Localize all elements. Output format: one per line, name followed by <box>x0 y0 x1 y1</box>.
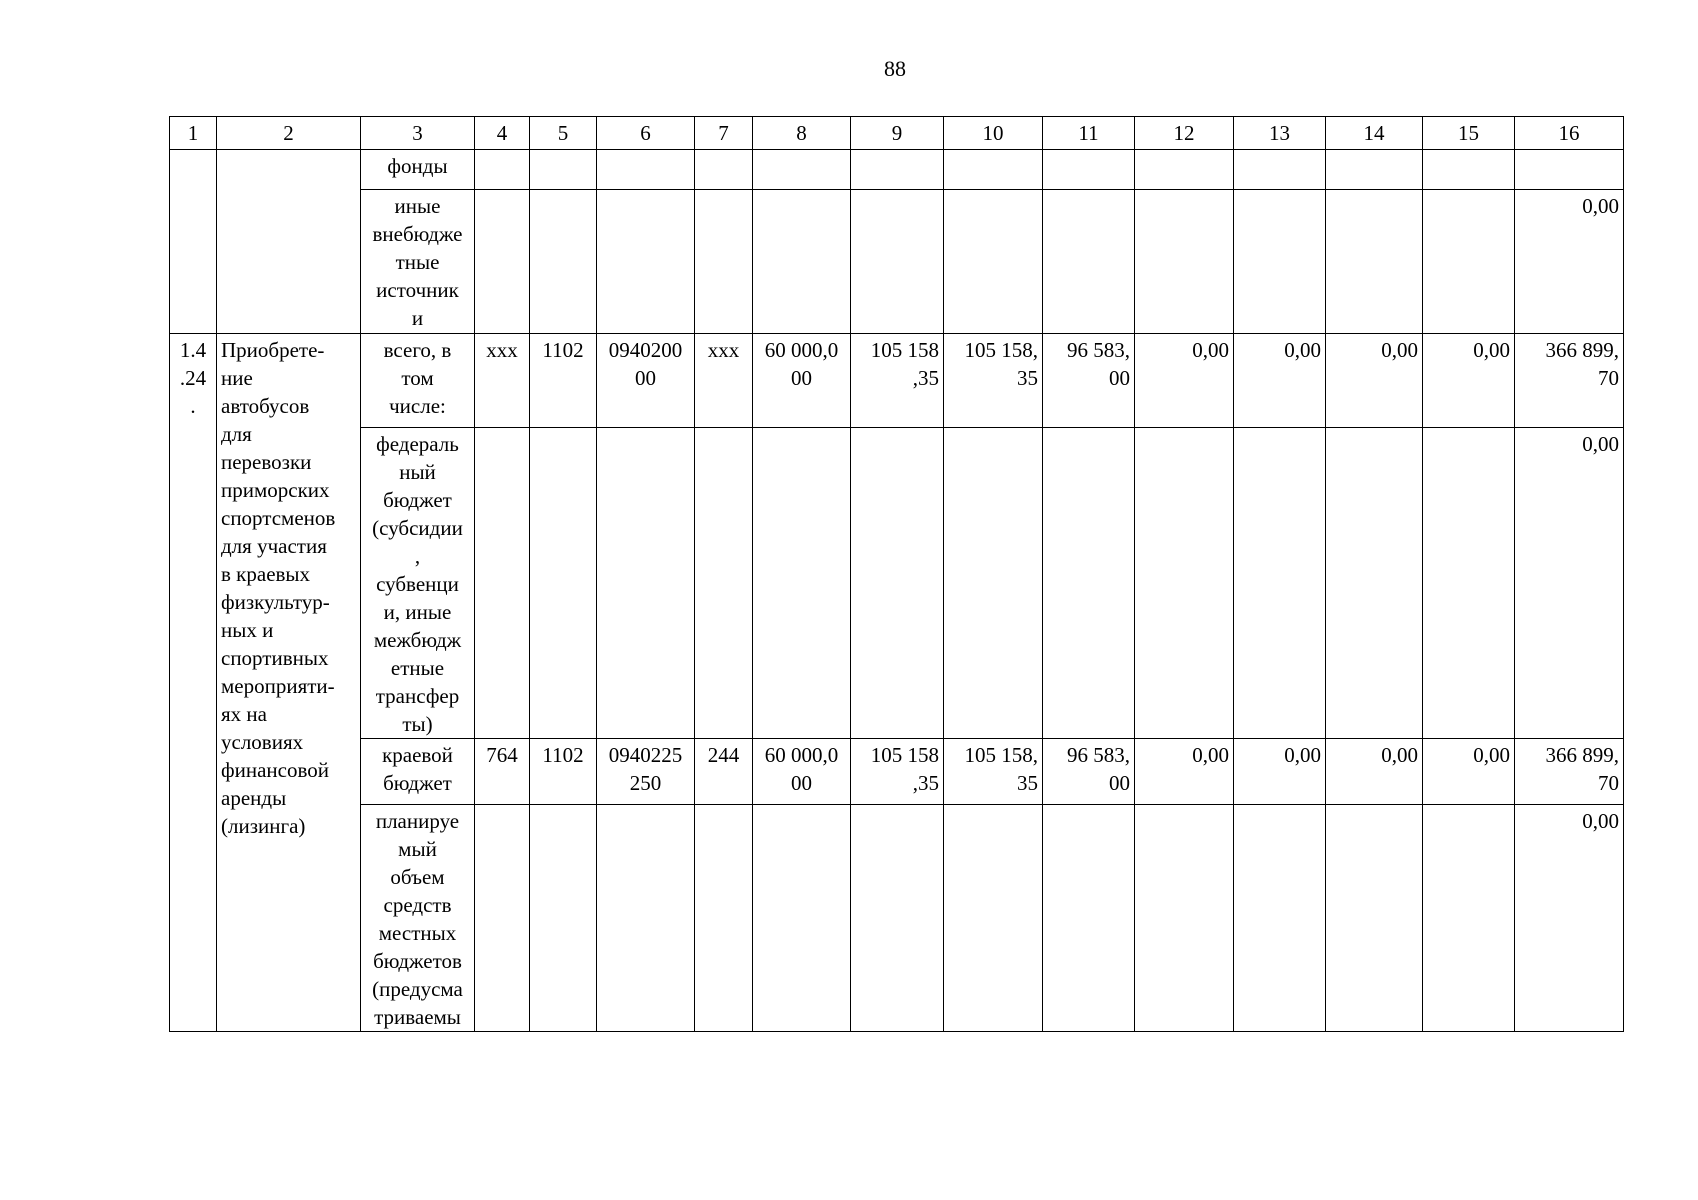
value-cell <box>944 428 1043 739</box>
value-cell <box>695 190 753 334</box>
value-cell: 0,00 <box>1326 739 1423 805</box>
funding-source-cell: фонды <box>361 150 475 190</box>
value-cell <box>1043 805 1135 1032</box>
value-cell <box>1043 150 1135 190</box>
value-cell <box>475 428 530 739</box>
value-cell: 105 158, 35 <box>944 739 1043 805</box>
value-cell: 366 899, 70 <box>1515 334 1624 428</box>
value-cell: 0,00 <box>1234 739 1326 805</box>
value-cell <box>1423 428 1515 739</box>
value-cell <box>1515 150 1624 190</box>
value-cell: 366 899, 70 <box>1515 739 1624 805</box>
column-header: 4 <box>475 117 530 150</box>
value-cell <box>530 428 597 739</box>
value-cell: 1102 <box>530 739 597 805</box>
funding-source-cell: планируе мый объем средств местных бюджетов (предусма триваемы <box>361 805 475 1032</box>
value-cell: 0,00 <box>1326 334 1423 428</box>
column-header: 11 <box>1043 117 1135 150</box>
value-cell <box>695 428 753 739</box>
funding-source-cell: федераль ный бюджет (субсидии , субвенци и, иные межбюдж етные трансфер ты) <box>361 428 475 739</box>
table-row <box>170 739 1624 805</box>
value-cell: 105 158 ,35 <box>851 334 944 428</box>
value-cell <box>695 150 753 190</box>
item-number-cell <box>170 150 217 334</box>
column-header: 7 <box>695 117 753 150</box>
funding-source-cell: иные внебюдже тные источник и <box>361 190 475 334</box>
value-cell: 96 583, 00 <box>1043 334 1135 428</box>
value-cell <box>1135 805 1234 1032</box>
table-row <box>170 150 1624 190</box>
column-header: 9 <box>851 117 944 150</box>
value-cell <box>1043 428 1135 739</box>
value-cell <box>1423 805 1515 1032</box>
value-cell <box>1326 805 1423 1032</box>
value-cell: 105 158, 35 <box>944 334 1043 428</box>
value-cell <box>851 428 944 739</box>
value-cell <box>1135 428 1234 739</box>
value-cell: xxx <box>695 334 753 428</box>
value-cell <box>1135 150 1234 190</box>
value-cell: 0,00 <box>1135 739 1234 805</box>
value-cell: 1102 <box>530 334 597 428</box>
value-cell <box>597 190 695 334</box>
value-cell <box>1326 428 1423 739</box>
column-header: 15 <box>1423 117 1515 150</box>
value-cell <box>1234 190 1326 334</box>
value-cell <box>851 190 944 334</box>
value-cell <box>1135 190 1234 334</box>
column-header: 2 <box>217 117 361 150</box>
value-cell <box>530 150 597 190</box>
value-cell: 244 <box>695 739 753 805</box>
value-cell <box>530 190 597 334</box>
value-cell <box>597 428 695 739</box>
value-cell <box>753 428 851 739</box>
column-header: 5 <box>530 117 597 150</box>
column-header: 1 <box>170 117 217 150</box>
table-row <box>170 190 1624 334</box>
value-cell <box>1234 805 1326 1032</box>
value-cell <box>944 190 1043 334</box>
table-row <box>170 334 1624 428</box>
item-number-cell: 1.4 .24 . <box>170 334 217 1032</box>
value-cell: xxx <box>475 334 530 428</box>
value-cell <box>695 805 753 1032</box>
value-cell <box>1043 190 1135 334</box>
value-cell: 0,00 <box>1515 190 1624 334</box>
column-header: 14 <box>1326 117 1423 150</box>
column-header: 3 <box>361 117 475 150</box>
value-cell <box>1326 190 1423 334</box>
header-row <box>170 117 1624 150</box>
value-cell: 0940225 250 <box>597 739 695 805</box>
value-cell <box>851 150 944 190</box>
column-header: 16 <box>1515 117 1624 150</box>
value-cell <box>1234 150 1326 190</box>
value-cell: 0,00 <box>1515 428 1624 739</box>
value-cell: 0,00 <box>1423 739 1515 805</box>
value-cell: 0940200 00 <box>597 334 695 428</box>
value-cell: 105 158 ,35 <box>851 739 944 805</box>
value-cell <box>475 805 530 1032</box>
column-header: 10 <box>944 117 1043 150</box>
value-cell <box>597 805 695 1032</box>
value-cell <box>944 805 1043 1032</box>
column-header: 8 <box>753 117 851 150</box>
value-cell <box>944 150 1043 190</box>
value-cell <box>753 150 851 190</box>
value-cell: 60 000,0 00 <box>753 334 851 428</box>
value-cell <box>530 805 597 1032</box>
value-cell <box>753 190 851 334</box>
value-cell <box>753 805 851 1032</box>
value-cell <box>1234 428 1326 739</box>
table-row <box>170 805 1624 1032</box>
value-cell <box>1423 150 1515 190</box>
column-header: 6 <box>597 117 695 150</box>
value-cell: 0,00 <box>1423 334 1515 428</box>
column-header: 13 <box>1234 117 1326 150</box>
value-cell <box>597 150 695 190</box>
value-cell <box>1326 150 1423 190</box>
column-header: 12 <box>1135 117 1234 150</box>
value-cell: 0,00 <box>1234 334 1326 428</box>
item-name-cell: Приобрете- ние автобусов для перевозки приморских спортсменов для участия в краевых физкультур- ных и спортивных мероприяти- ях на условиях финансовой аренды (лизинга) <box>217 334 361 1032</box>
value-cell: 0,00 <box>1135 334 1234 428</box>
value-cell: 96 583, 00 <box>1043 739 1135 805</box>
table-row <box>170 428 1624 739</box>
value-cell: 764 <box>475 739 530 805</box>
budget-table <box>169 116 1624 1032</box>
value-cell <box>475 150 530 190</box>
value-cell <box>851 805 944 1032</box>
value-cell: 0,00 <box>1515 805 1624 1032</box>
funding-source-cell: краевой бюджет <box>361 739 475 805</box>
value-cell: 60 000,0 00 <box>753 739 851 805</box>
item-name-cell <box>217 150 361 334</box>
page-number: 88 <box>884 56 906 81</box>
value-cell <box>475 190 530 334</box>
funding-source-cell: всего, в том числе: <box>361 334 475 428</box>
value-cell <box>1423 190 1515 334</box>
